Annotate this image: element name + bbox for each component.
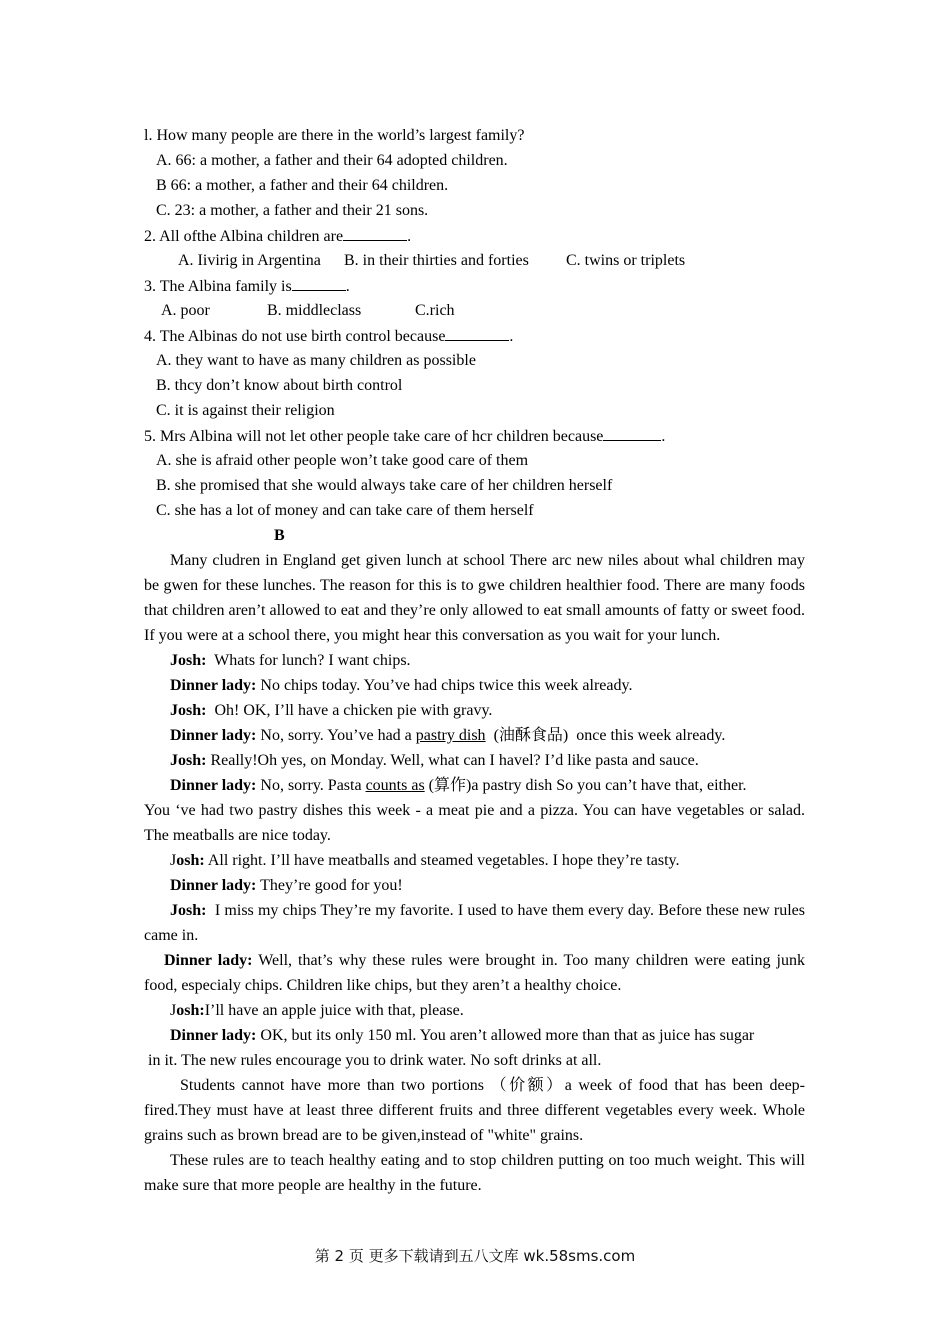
section-b-body [144,548,805,1198]
question-2-option-a: A. Iivirig in Argentina [178,252,321,269]
question-5-stem: 5. Mrs Albina will not let other people take care of hcr children because [144,428,604,445]
dialogue-line: Dinner lady: They’re good for you! [170,877,403,894]
vocab-gloss: （价额） [490,1077,565,1094]
dialogue-continuation: in it. The new rules encourage you to drink water. No soft drinks at all. [148,1052,602,1069]
question-2-option-c: C. twins or triplets [566,252,686,269]
question-2: 2. All ofthe Albina children are . [144,228,412,245]
question-4-option-c: C. it is against their religion [156,402,335,419]
question-2-stem: 2. All ofthe Albina children are [144,228,344,245]
question-3-option-b: B. middleclass [267,302,362,319]
answer-blank [343,226,407,241]
question-2-option-b: B. in their thirties and forties [344,252,529,269]
question-5-option-a: A. she is afraid other people won’t take good care of them [156,452,529,469]
question-5: 5. Mrs Albina will not let other people take care of hcr children because . [144,428,666,445]
question-4: 4. The Albinas do not use birth control because . [144,328,514,345]
section-heading: B [274,527,285,544]
question-3-stem: 3. The Albina family is [144,278,292,295]
dialogue-line: Dinner lady: No chips today. You’ve had chips twice this week already. [170,677,633,694]
dialogue-line: Josh: All right. I’ll have meatballs and steamed vegetables. I hope they’re tasty. [170,852,680,869]
vocab-gloss: (油酥食品) [493,727,569,744]
intro-paragraph: Many cludren in England get given lunch at school There arc new niles about whal children may be gwen for these lunches. The reason for this is to gwe children healthier food. There are many foods that children aren’t allowed to eat and they’re only allowed to eat small amounts of fatty or sweet food. If you were at a school there, you might hear this conversation as you wait for your lunch. [144,552,805,644]
question-4-option-b: B. thcy don’t know about birth control [156,377,403,394]
dialogue-line: Josh: Whats for lunch? I want chips. [170,652,411,669]
answer-blank [445,326,509,341]
vocab-term: counts as [365,777,425,794]
dialogue-line: Josh: Really!Oh yes, on Monday. Well, what can I havel? I’d like pasta and sauce. [170,752,699,769]
answer-blank [603,426,661,441]
vocab-term: pastry dish [415,727,486,744]
dialogue-line: Josh:I’ll have an apple juice with that, please. [170,1002,464,1019]
page-footer: 第 2 页 更多下载请到五八文库 wk.58sms.com [314,1247,636,1265]
closing-paragraph: These rules are to teach healthy eating and to stop children putting on too much weight. This will make sure that more people are healthy in the future. [144,1152,805,1194]
dialogue-line: Dinner lady: OK, but its only 150 ml. You aren’t allowed more than that as juice has sugar [170,1027,755,1044]
question-4-option-a: A. they want to have as many children as possible [156,352,476,369]
question-3-option-a: A. poor [161,302,210,319]
dialogue-line: Dinner lady: No, sorry. You’ve had a pastry dish (油酥食品) once this week already. [170,727,726,744]
question-5-option-c: C. she has a lot of money and can take care of them herself [156,502,534,519]
question-1-stem: l. How many people are there in the world’s largest family? [144,127,525,144]
question-3: 3. The Albina family is . [144,278,350,295]
question-1-option-c: C. 23: a mother, a father and their 21 sons. [156,202,429,219]
question-1-option-b: B 66: a mother, a father and their 64 children. [156,177,449,194]
dialogue-line: Josh: I miss my chips They’re my favorite. I used to have them every day. Before these new rules came in. [144,902,806,944]
dialogue-line: Dinner lady: No, sorry. Pasta counts as (算作)a pastry dish So you can’t have that, either. [170,777,747,794]
dialogue-continuation: You ‘ve had two pastry dishes this week - a meat pie and a pizza. You can have vegetables or salad. The meatballs are nice today. [144,802,805,844]
dialogue-line: Josh: Oh! OK, I’ll have a chicken pie with gravy. [170,702,493,719]
vocab-gloss: (算作) [428,777,472,794]
dialogue-line: Dinner lady: Well, that’s why these rules were brought in. Too many children were eating junk food, especialy chips. Children like chips, but they aren’t a healthy choice. [144,952,806,994]
question-5-option-b: B. she promised that she would always take care of her children herself [156,477,613,494]
question-4-stem: 4. The Albinas do not use birth control because [144,328,446,345]
answer-blank [292,276,346,291]
rules-paragraph: Students cannot have more than two portions （价额）a week of food that has been deep-fired.They must have at least three different fruits and three different vegetables every week. Whole grains such as brown bread are to be given,instead of "white" grains. [144,1077,805,1144]
question-3-option-c: C.rich [415,302,455,319]
question-1-option-a: A. 66: a mother, a father and their 64 adopted children. [156,152,508,169]
